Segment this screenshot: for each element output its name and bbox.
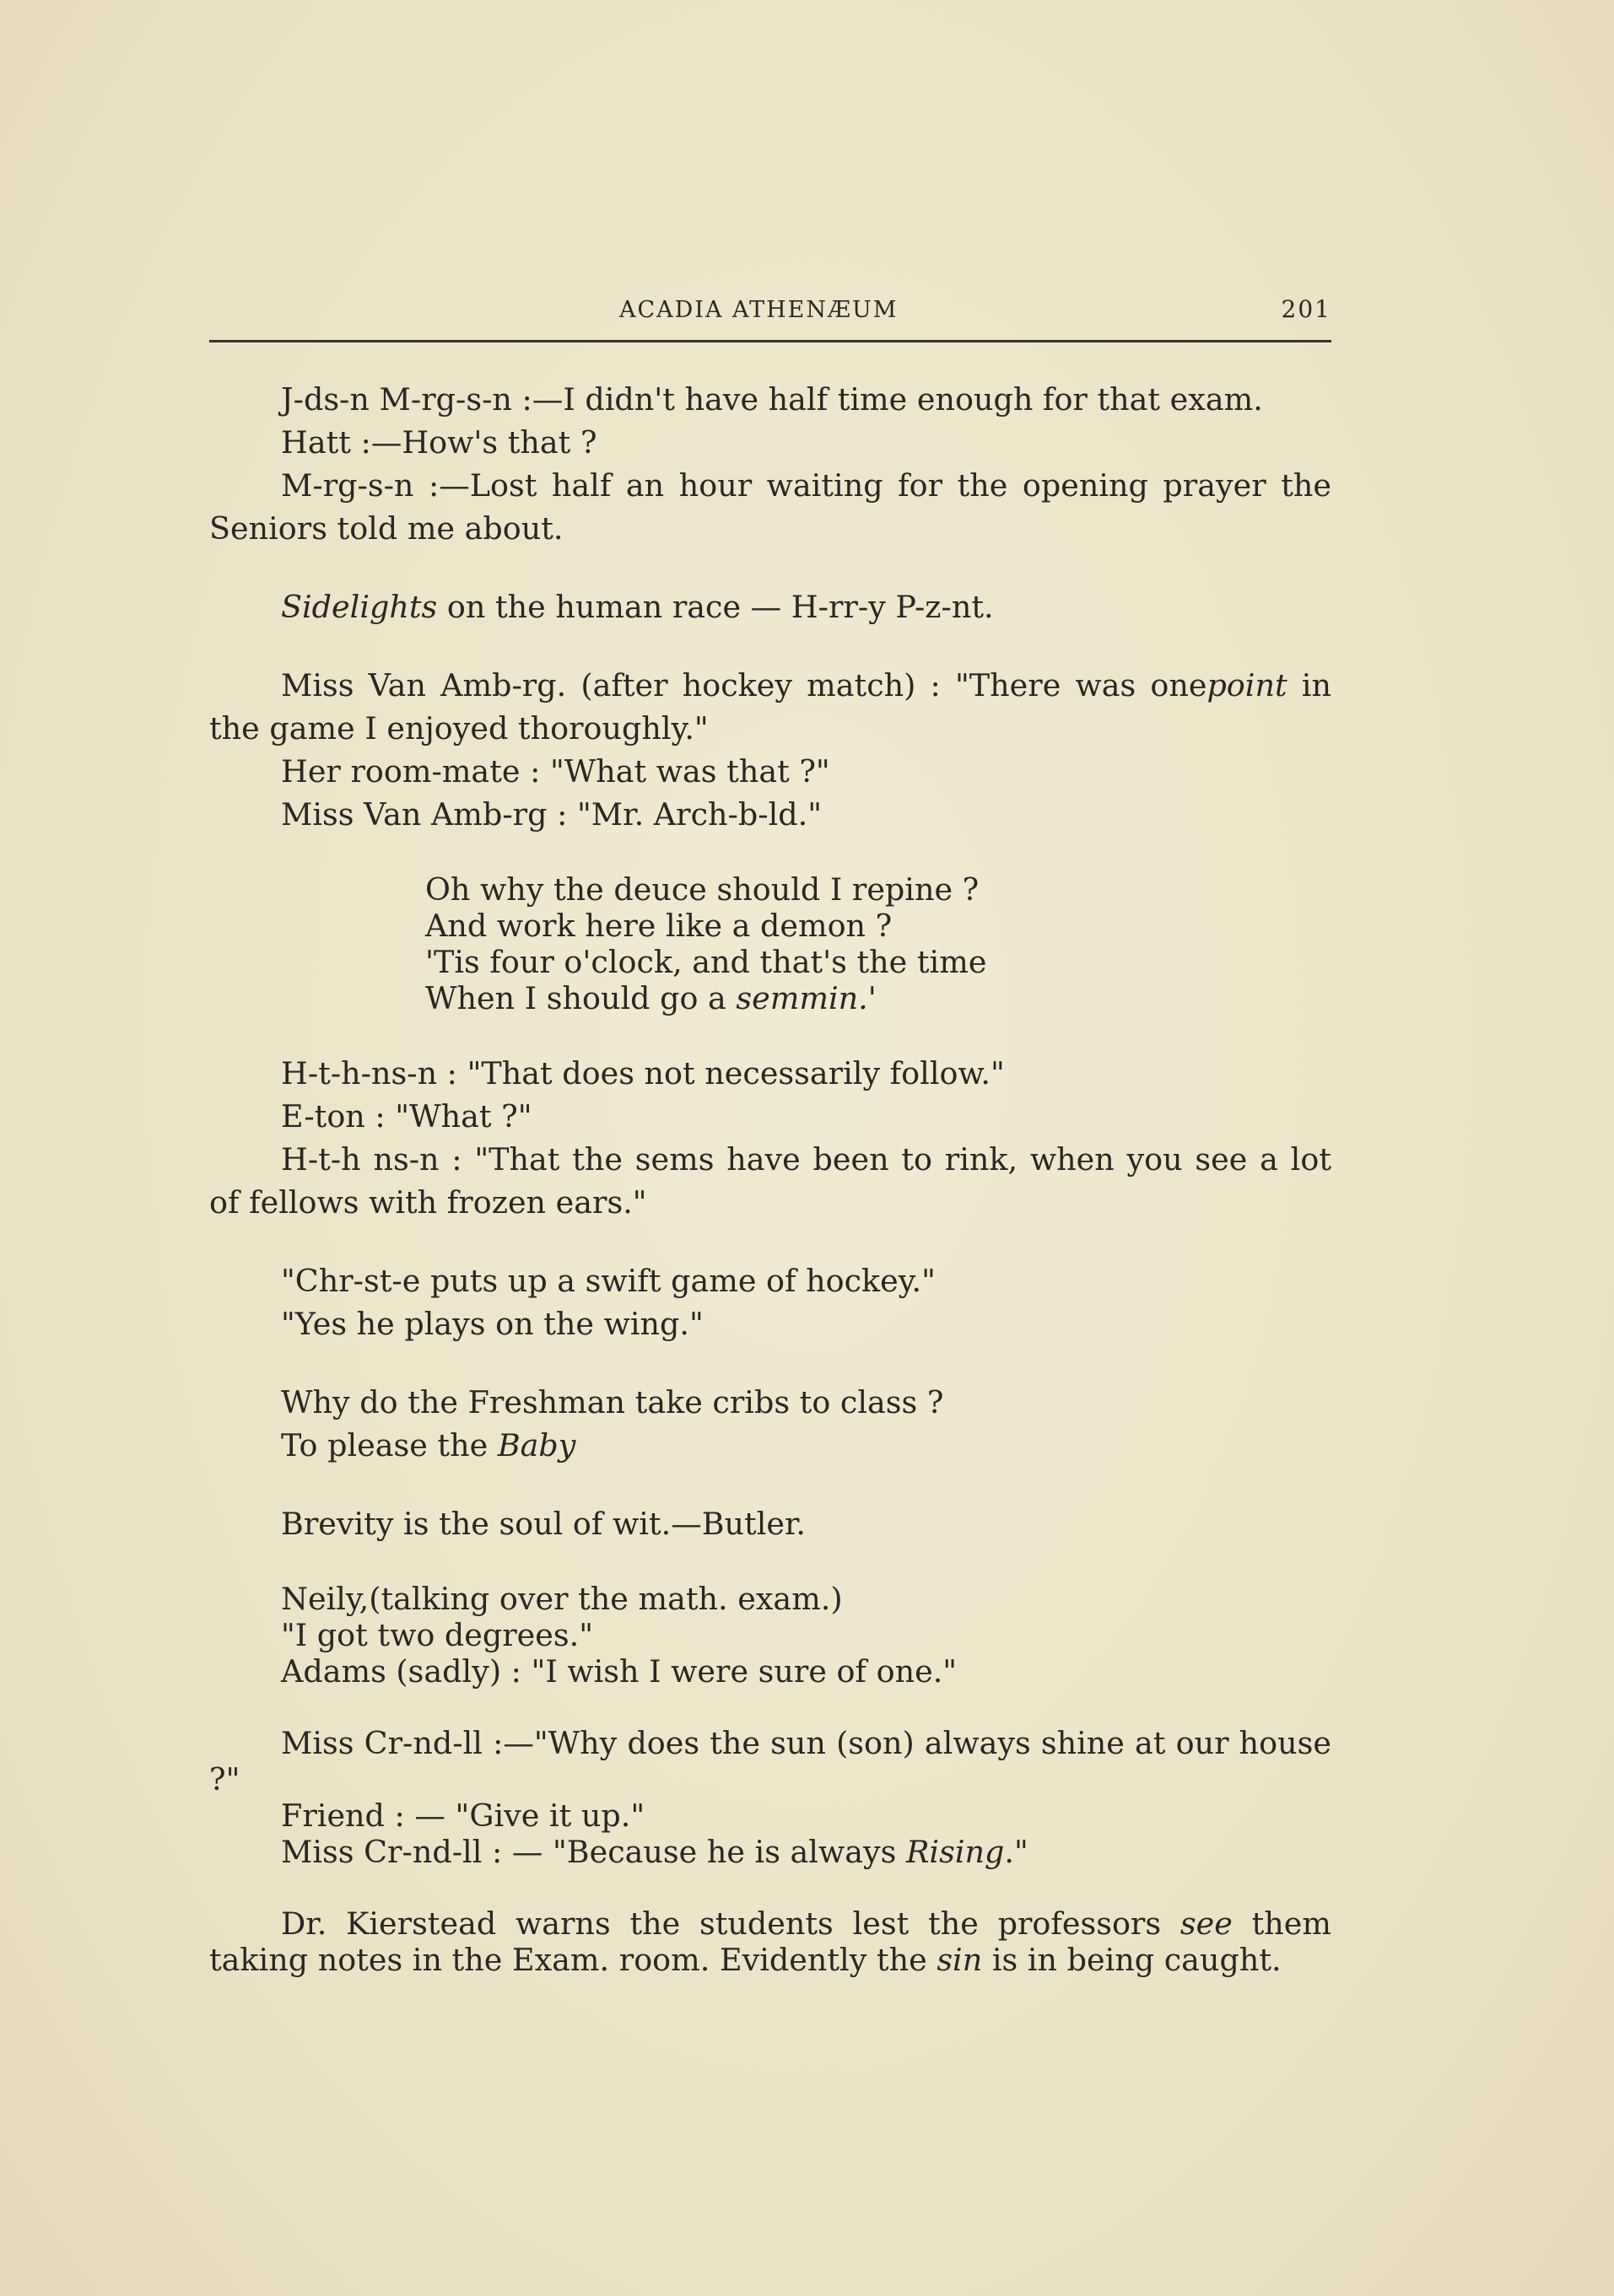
text: When I should go a <box>425 980 737 1016</box>
text: To please the <box>281 1427 498 1463</box>
verse-line: 'Tis four o'clock, and that's the time <box>425 944 987 980</box>
line: Adams (sadly) : "I wish I were sure of one." <box>281 1653 958 1690</box>
line: H-t-h ns-n : "That the sems have been to rink, when you see a lot of fellows with frozen ears." <box>209 1141 1331 1221</box>
line: "I got two degrees." <box>281 1617 594 1653</box>
line: Why do the Freshman take cribs to class ? <box>281 1384 944 1420</box>
line: Neily,(talking over the math. exam.) <box>281 1581 843 1617</box>
block-sidelights <box>209 585 1331 628</box>
block-neily <box>209 1581 1331 1690</box>
line: J-ds-n M-rg-s-n :—I didn't have half time enough for that exam. <box>281 381 1263 418</box>
running-title: ACADIA ATHENÆUM <box>619 297 899 323</box>
block-crandall <box>209 1725 1331 1870</box>
verse-line: Oh why the deuce should I repine ? <box>425 871 980 908</box>
text: on the human race — H-rr-y P-z-nt. <box>437 589 994 625</box>
italic-word: Baby <box>497 1427 576 1463</box>
text: in the game I enjoyed thoroughly." <box>209 667 1331 746</box>
line: Friend : — "Give it up." <box>281 1797 645 1834</box>
text: Miss Cr-nd-ll : — "Because he is always <box>281 1834 906 1870</box>
block-christie <box>209 1259 1331 1345</box>
text: is in being caught. <box>982 1942 1282 1978</box>
italic-word: Rising <box>905 1834 1005 1870</box>
block-hutchinson <box>209 1052 1331 1224</box>
italic-word: sin <box>937 1942 983 1978</box>
block-freshman <box>209 1381 1331 1467</box>
text: ." <box>1004 1834 1028 1870</box>
italic-word: see <box>1179 1905 1233 1942</box>
verse-line <box>425 980 1331 1016</box>
italic-word: Sidelights <box>281 589 438 625</box>
line: H-t-h-ns-n : "That does not necessarily follow." <box>281 1055 1005 1091</box>
line <box>209 664 1331 750</box>
page-number: 201 <box>1281 295 1331 323</box>
line: Hatt :—How's that ? <box>281 424 597 461</box>
block-brevity: Brevity is the soul of wit.—Butler. <box>281 1506 807 1542</box>
line: E-ton : "What ?" <box>281 1098 532 1135</box>
page-body <box>209 378 1331 1978</box>
text: Dr. Kierstead warns the students lest the professors <box>281 1905 1180 1942</box>
line: "Chr-st-e puts up a swift game of hockey." <box>281 1263 936 1299</box>
verse-line: And work here like a demon ? <box>425 908 893 944</box>
line: "Yes he plays on the wing." <box>281 1306 704 1342</box>
text: them taking notes in the Exam. room. Evidently the <box>209 1905 1331 1978</box>
verse <box>425 871 1331 1016</box>
line <box>209 1424 1331 1467</box>
italic-word: point <box>1206 667 1287 703</box>
line <box>209 1834 1331 1870</box>
block-van-amburg <box>209 664 1331 836</box>
line: Miss Cr-nd-ll :—"Why does the sun (son) always shine at our house ?" <box>209 1725 1331 1797</box>
italic-word: semmin. <box>736 980 868 1016</box>
text: Miss Van Amb-rg. (after hockey match) : "There was one <box>281 667 1207 703</box>
line: Her room-mate : "What was that ?" <box>281 753 830 790</box>
line: Miss Van Amb-rg : "Mr. Arch-b-ld." <box>281 796 822 833</box>
line: M-rg-s-n :—Lost half an hour waiting for the opening prayer the Seniors told me about. <box>209 467 1331 547</box>
block-morgeson <box>209 378 1331 550</box>
running-head <box>209 295 1331 329</box>
header-rule <box>209 340 1331 342</box>
block-kierstead <box>209 1905 1331 1978</box>
text: ' <box>867 980 877 1016</box>
